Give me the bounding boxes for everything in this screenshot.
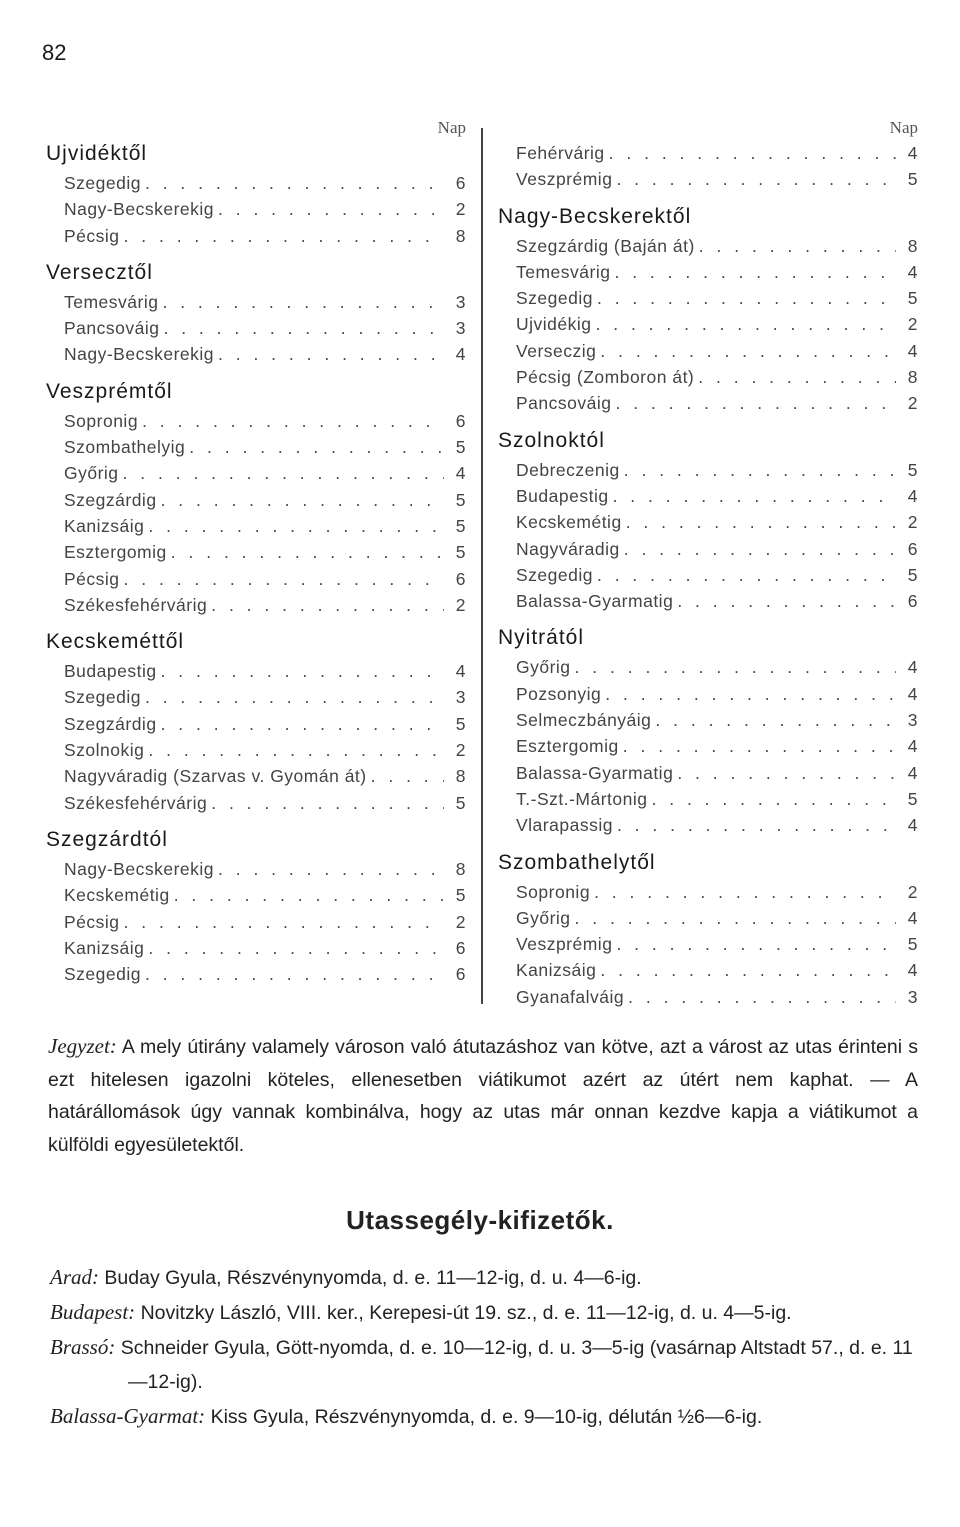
route-row [46, 341, 466, 367]
leader-dots [174, 882, 444, 908]
route-row [46, 460, 466, 486]
days-value: 6 [455, 173, 466, 193]
leader-dots [148, 737, 444, 763]
route-row [498, 140, 918, 166]
days-value: 2 [455, 199, 466, 220]
route-row [498, 905, 918, 931]
leader-dots [124, 223, 444, 249]
section-title: Ujvidéktől [46, 142, 148, 165]
leader-dots [677, 760, 896, 786]
route-row [498, 654, 918, 680]
route-row [498, 588, 918, 614]
leader-dots [124, 566, 444, 592]
destination: Győrig [64, 463, 119, 484]
days-column-header: Nap [437, 118, 466, 137]
section-title: Szolnoktól [498, 428, 605, 452]
route-row [498, 562, 918, 588]
destination: Esztergomig [516, 736, 619, 757]
days-value: 4 [907, 815, 918, 836]
route-row [46, 566, 466, 592]
leader-dots [161, 711, 444, 737]
route-row [498, 733, 918, 759]
days-value: 4 [455, 661, 466, 682]
leader-dots [596, 311, 897, 337]
days-column-header: Nap [889, 118, 918, 137]
payouts-heading: Utassegély-kifizetők. [346, 1205, 614, 1235]
destination: Budapestig [64, 661, 157, 682]
leader-dots [575, 654, 896, 680]
leader-dots [623, 733, 896, 759]
section-title: Kecskeméttől [46, 630, 185, 654]
section-title: Szombathelytől [498, 850, 656, 874]
destination: Szolnokig [64, 740, 145, 761]
days-value: 5 [907, 564, 918, 585]
route-row [498, 879, 918, 905]
route-row [498, 509, 918, 535]
days-value: 5 [907, 788, 918, 809]
route-row [46, 315, 466, 341]
destination: Pancsováig [64, 318, 160, 339]
days-value: 5 [907, 288, 918, 309]
leader-dots [145, 684, 444, 710]
right-column [498, 118, 918, 1010]
days-value: 2 [907, 512, 918, 533]
route-row [46, 592, 466, 618]
note-label: Jegyzet: [48, 1034, 117, 1058]
destination: Budapestig [516, 485, 609, 506]
leader-dots [575, 905, 896, 931]
leader-dots [617, 812, 896, 838]
days-value: 4 [907, 261, 918, 282]
leader-dots [698, 364, 896, 390]
leader-dots [614, 259, 896, 285]
destination: Pécsig [64, 568, 120, 589]
route-row [498, 364, 918, 390]
destination: Ujvidékig [516, 314, 592, 335]
leader-dots [655, 707, 896, 733]
days-value: 4 [907, 762, 918, 783]
leader-dots [624, 536, 896, 562]
days-value: 6 [455, 568, 466, 589]
route-row [46, 539, 466, 565]
days-value: 4 [907, 907, 918, 928]
destination: Kanizsáig [516, 960, 597, 981]
leader-dots [218, 856, 444, 882]
route-row [498, 390, 918, 416]
destination: Szegedig [64, 964, 141, 985]
route-row [46, 408, 466, 434]
destination: Veszprémig [516, 934, 613, 955]
payout-city: Balassa-Gyarmat: [50, 1404, 206, 1428]
destination: Nagyváradig [516, 538, 620, 559]
route-row [498, 483, 918, 509]
days-value: 5 [455, 885, 466, 906]
leader-dots [594, 879, 896, 905]
route-table [40, 118, 920, 1013]
route-row [498, 259, 918, 285]
days-value: 4 [455, 463, 466, 484]
route-row [498, 707, 918, 733]
days-value: 3 [907, 710, 918, 731]
days-value: 8 [455, 225, 466, 246]
leader-dots [145, 961, 444, 987]
destination: Pécsig [64, 911, 120, 932]
leader-dots [211, 592, 444, 618]
destination: Selmeczbányáig [516, 710, 652, 731]
route-row [46, 658, 466, 684]
days-value: 3 [455, 687, 466, 708]
days-value: 4 [907, 657, 918, 678]
leader-dots [597, 562, 896, 588]
route-row [498, 338, 918, 364]
route-row [46, 882, 466, 908]
destination: Szegzárdig (Baján át) [516, 235, 695, 256]
days-value: 4 [907, 736, 918, 757]
route-row [498, 681, 918, 707]
leader-dots [124, 909, 444, 935]
days-value: 2 [455, 594, 466, 615]
destination: Kecskemétig [516, 512, 622, 533]
leader-dots [218, 341, 444, 367]
days-value: 2 [907, 881, 918, 902]
days-value: 8 [907, 367, 918, 388]
destination: Esztergomig [64, 542, 167, 563]
leader-dots [189, 434, 444, 460]
leader-dots [677, 588, 896, 614]
days-value: 3 [455, 291, 466, 312]
leader-dots [699, 233, 896, 259]
route-row [46, 684, 466, 710]
route-row [46, 790, 466, 816]
route-row [46, 289, 466, 315]
payout-entry [50, 1399, 920, 1434]
days-value: 4 [907, 485, 918, 506]
route-row [498, 786, 918, 812]
payout-entry [50, 1260, 920, 1295]
route-row [498, 233, 918, 259]
payout-details: Kiss Gyula, Részvénynyomda, d. e. 9—10-ig, délután ½6—6-ig. [210, 1406, 763, 1428]
payout-details: Novitzky László, VIII. ker., Kerepesi-út 19. sz., d. e. 11—12-ig, d. u. 4—5-ig. [140, 1302, 792, 1324]
days-value: 6 [455, 964, 466, 985]
days-value: 8 [907, 235, 918, 256]
leader-dots [616, 931, 896, 957]
leader-dots [600, 338, 896, 364]
days-value: 8 [455, 766, 466, 787]
route-row [46, 961, 466, 987]
section-title: Nyitrától [498, 626, 585, 650]
leader-dots [148, 513, 444, 539]
days-value: 6 [907, 591, 918, 612]
destination: Vlarapassig [516, 815, 613, 836]
days-value: 5 [455, 713, 466, 734]
leader-dots [148, 935, 444, 961]
destination: Gyanafalváig [516, 986, 625, 1007]
leader-dots [161, 487, 444, 513]
route-row [46, 223, 466, 249]
leader-dots [652, 786, 897, 812]
days-value: 2 [455, 740, 466, 761]
route-row [46, 737, 466, 763]
days-value: 6 [455, 937, 466, 958]
leader-dots [615, 390, 896, 416]
payout-details: Buday Gyula, Részvénynyomda, d. e. 11—12-ig, d. u. 4—6-ig. [104, 1267, 642, 1289]
leader-dots [161, 658, 444, 684]
leader-dots [163, 315, 444, 341]
route-row [498, 931, 918, 957]
destination: Nagy-Becskerekig [64, 858, 214, 879]
destination: Szegedig [516, 288, 593, 309]
payouts-list [50, 1260, 920, 1434]
days-value: 2 [455, 911, 466, 932]
days-value: 5 [907, 934, 918, 955]
leader-dots [600, 957, 896, 983]
leader-dots [142, 408, 444, 434]
destination: Szegedig [64, 687, 141, 708]
days-value: 6 [907, 538, 918, 559]
route-row [46, 196, 466, 222]
route-row [498, 285, 918, 311]
days-value: 5 [455, 489, 466, 510]
section-title: Nagy-Becskerektől [498, 204, 692, 228]
page-number: 82 [42, 40, 67, 65]
days-value: 5 [455, 437, 466, 458]
destination: Győrig [516, 907, 571, 928]
days-value: 4 [907, 143, 918, 163]
destination: Kecskemétig [64, 885, 170, 906]
route-row [46, 909, 466, 935]
days-value: 3 [455, 318, 466, 339]
leader-dots [613, 483, 896, 509]
leader-dots [616, 166, 896, 192]
leader-dots [624, 457, 896, 483]
route-row [46, 711, 466, 737]
destination: Nagy-Becskerekig [64, 199, 214, 220]
days-value: 5 [907, 169, 918, 190]
leader-dots [123, 460, 444, 486]
destination: Temesvárig [64, 291, 159, 312]
route-row [498, 957, 918, 983]
leader-dots [597, 285, 896, 311]
destination: Balassa-Gyarmatig [516, 591, 674, 612]
leader-dots [609, 140, 896, 166]
destination: Szombathelyig [64, 437, 186, 458]
days-value: 4 [907, 960, 918, 981]
payout-details: Schneider Gyula, Gött-nyomda, d. e. 10—12-ig, d. u. 3—5-ig (vasárnap Altstadt 57., d. e. 11—12-ig). [120, 1337, 913, 1393]
destination: Kanizsáig [64, 937, 145, 958]
route-row [46, 856, 466, 882]
column-divider [481, 128, 483, 1004]
note-text: A mely útirány valamely városon való átutazáshoz van kötve, azt a várost az utas érinteni s ezt hitelesen igazolni köteles, ellenesetben viátikumot azért az útért nem kaphat. — A határállomások úgy vannak kombinálva, hogy az utas már onnan kezdve kapja a viátikumot a külföldi egyesületektől. [48, 1036, 918, 1156]
route-row [46, 763, 466, 789]
destination: Pécsig [64, 225, 120, 246]
destination: Pécsig (Zomboron át) [516, 367, 695, 388]
leader-dots [218, 196, 444, 222]
destination: Szegzárdig [64, 713, 157, 734]
section-title: Versecztől [46, 260, 153, 284]
section-title: Szegzárdtól [46, 827, 168, 851]
route-row [46, 935, 466, 961]
destination: Székesfehérvárig [64, 594, 208, 615]
leader-dots [162, 289, 444, 315]
route-row [498, 812, 918, 838]
leader-dots [628, 984, 896, 1010]
left-column [46, 118, 466, 987]
days-value: 4 [907, 683, 918, 704]
leader-dots [211, 790, 444, 816]
section-title: Veszprémtől [46, 379, 173, 403]
days-value: 4 [907, 340, 918, 361]
destination: Szegzárdig [64, 489, 157, 510]
route-row [498, 760, 918, 786]
leader-dots [605, 681, 896, 707]
route-row [46, 513, 466, 539]
route-row [46, 170, 466, 196]
route-row [46, 487, 466, 513]
payout-city: Brassó: [50, 1335, 116, 1359]
payout-entry [50, 1295, 920, 1330]
destination: Debreczenig [516, 459, 620, 480]
days-value: 6 [455, 410, 466, 431]
route-row [498, 457, 918, 483]
days-value: 2 [907, 314, 918, 335]
destination: Győrig [516, 657, 571, 678]
destination: Nagyváradig (Szarvas v. Gyomán át) [64, 766, 367, 787]
route-row [498, 311, 918, 337]
payout-entry [50, 1330, 920, 1399]
destination: Nagy-Becskerekig [64, 344, 214, 365]
destination: Veszprémig [516, 169, 613, 190]
days-value: 5 [455, 792, 466, 813]
days-value: 8 [455, 858, 466, 879]
days-value: 2 [907, 393, 918, 414]
leader-dots [145, 170, 444, 196]
days-value: 3 [907, 986, 918, 1007]
route-row [498, 536, 918, 562]
destination: Sopronig [64, 410, 139, 431]
destination: Székesfehérvárig [64, 792, 208, 813]
destination: Sopronig [516, 881, 591, 902]
days-value: 5 [455, 515, 466, 536]
leader-dots [626, 509, 896, 535]
destination: Temesvárig [516, 261, 611, 282]
payout-city: Arad: [50, 1265, 99, 1289]
destination: Szegedig [516, 564, 593, 585]
destination: Balassa-Gyarmatig [516, 762, 674, 783]
destination: Kanizsáig [64, 515, 145, 536]
route-row [498, 166, 918, 192]
destination: Szegedig [64, 173, 141, 193]
days-value: 4 [455, 344, 466, 365]
route-row [498, 984, 918, 1010]
note [48, 1030, 918, 1161]
destination: Verseczig [516, 340, 597, 361]
destination: T.-Szt.-Mártonig [516, 788, 648, 809]
leader-dots [171, 539, 444, 565]
payout-city: Budapest: [50, 1300, 136, 1324]
days-value: 5 [907, 459, 918, 480]
route-row [46, 434, 466, 460]
destination: Pozsonyig [516, 683, 602, 704]
days-value: 5 [455, 542, 466, 563]
leader-dots [371, 763, 444, 789]
destination: Fehérvárig [516, 143, 605, 163]
destination: Pancsováig [516, 393, 612, 414]
